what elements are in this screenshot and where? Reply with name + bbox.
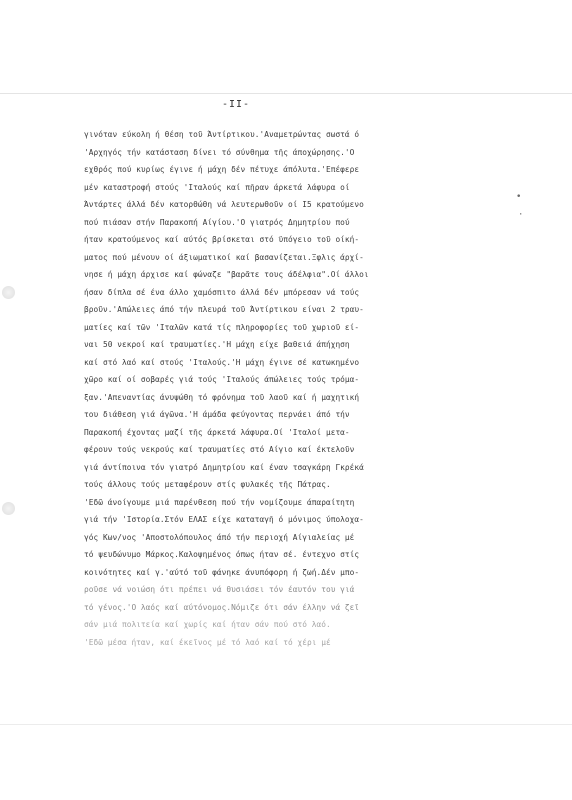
text-line: ματίες καί τῶν 'Ιταλῶν κατά τίς πληροφορίες τοῦ χωριοῦ εί-	[84, 322, 360, 332]
text-line: ήσαν δίπλα σέ ένα άλλο χαμόσπιτο άλλά δέν μπόρεσαν νά τούς	[84, 287, 360, 297]
margin-mark: •	[516, 192, 522, 202]
text-line: τό ψευδώνυμο Μάρκος.Καλοψημένος όπως ήταν σέ. έντεχνο στίς	[84, 550, 360, 559]
text-line: εχθρός πού κυρίως έγινε ή μάχη δέν πέτυχε άπόλυτα.'Επέφερε	[84, 165, 360, 174]
text-line: ροῦσε νά νοιώση ότι πρέπει νά θυσιάσει τόν έαυτόν του γιά	[84, 585, 355, 594]
text-line: Παρακοπή έχοντας μαζί τῆς άρκετά λάφυρα.Οί 'Ιταλοί μετα-	[84, 427, 350, 437]
punch-hole	[2, 502, 15, 515]
text-line: τούς άλλους τούς μεταφέρουν στίς φυλακές τῆς Πάτρας.	[84, 480, 331, 489]
text-line: του διάθεση γιά άγῶνα.'Η άμάδα φεύγοντας περνάει άπό τήν	[84, 410, 350, 419]
text-line: 'Αρχηγός τήν κατάσταση δίνει τό σύνθημα τῆς άποχώρησης.'Ο	[84, 147, 355, 157]
text-line: γινόταν εύκολη ή θέση τοῦ Άντίρτικου.'Αναμετρώντας σωστά ό	[84, 130, 360, 139]
text-line: φέρουν τούς νεκρούς καί τραυματίες στό Αίγιο καί έκτελοῦν	[84, 445, 355, 454]
text-line: κοινότητες καί γ.'αύτό τοῦ φάνηκε άνυπόφορη ή ζωή.Δέν μπο-	[84, 567, 360, 577]
text-line: ματος πού μένουν οί άξιωματικοί καί βασανίζεται.Ξφλις άρχί-	[84, 252, 364, 262]
text-line: τό γένος.'Ο λαός καί αύτόνομος.Νόμιζε ότι σάν έλλην νά ζεῖ	[84, 602, 360, 612]
text-line: σάν μιά πολιτεία καί χωρίς καί ήταν σάν πού στό λαό.	[84, 620, 331, 629]
text-line: γός Κων/νος 'Αποστολόπουλος άπό τήν περιοχή Αίγιαλείας μέ	[84, 532, 355, 542]
text-line: 'Εδῶ άνοίγουμε μιά παρένθεση πού τήν νομίζουμε άπαραίτητη	[84, 497, 355, 507]
text-line: 'Εδῶ μέσα ήταν, καί έκεῖνος μέ τό λαό καί τό χέρι μέ	[84, 637, 331, 647]
text-line: μέν καταστροφή στούς 'Ιταλούς καί πῆραν άρκετά λάφυρα οί	[84, 182, 350, 192]
text-line: πού πιάσαν στήν Παρακοπή Αίγίου.'Ο γιατρός Δημητρίου πού	[84, 217, 350, 227]
text-line: Άντάρτες άλλά δέν κατορθώθη νά λευτερωθοῦν οί Ι5 κρατούμενο	[84, 200, 364, 209]
fold-line	[0, 724, 572, 725]
body-text	[84, 126, 514, 651]
text-line: βροῦν.'Απώλειες άπό τήν πλευρά τοῦ Άντίρτικου είναι 2 τραυ-	[84, 305, 364, 314]
text-line: καί στό λαό καί στούς 'Ιταλούς.'Η μάχη έγινε σέ κατωκημένο	[84, 357, 360, 367]
text-line: ναι 50 νεκροί καί τραυματίες.'Η μάχη είχε βαθειά άπήχηση	[84, 340, 350, 349]
fold-line	[0, 93, 572, 94]
text-line: χῶρο καί οί σοβαρές γιά τούς 'Ιταλούς άπώλειες τούς τρόμα-	[84, 375, 360, 384]
text-line: γιά τήν 'Ιστορία.Στόν ΕΛΑΣ είχε καταταγῆ ό μόνιμος ύπολοχα-	[84, 515, 364, 524]
text-line: γιά άντίποινα τόν γιατρό Δημητρίου καί έναν τσαγκάρη Γκρέκά	[84, 462, 364, 472]
page-number: -ΙΙ-	[222, 99, 251, 110]
punch-hole	[2, 286, 15, 299]
text-line: ήταν κρατούμενος καί αύτός βρίσκεται στό ϋπόγειο τοῦ οίκή-	[84, 235, 360, 244]
margin-mark: ·	[518, 210, 524, 220]
text-line: νησε ή μάχη άρχισε καί φώναζε "βαρᾶτε τους άδέλφια".Οί άλλοι	[84, 270, 369, 279]
text-line: ξαν.'Απεναντίας άνυψώθη τό φρόνημα τοῦ λαοῦ καί ή μαχητική	[84, 392, 360, 402]
